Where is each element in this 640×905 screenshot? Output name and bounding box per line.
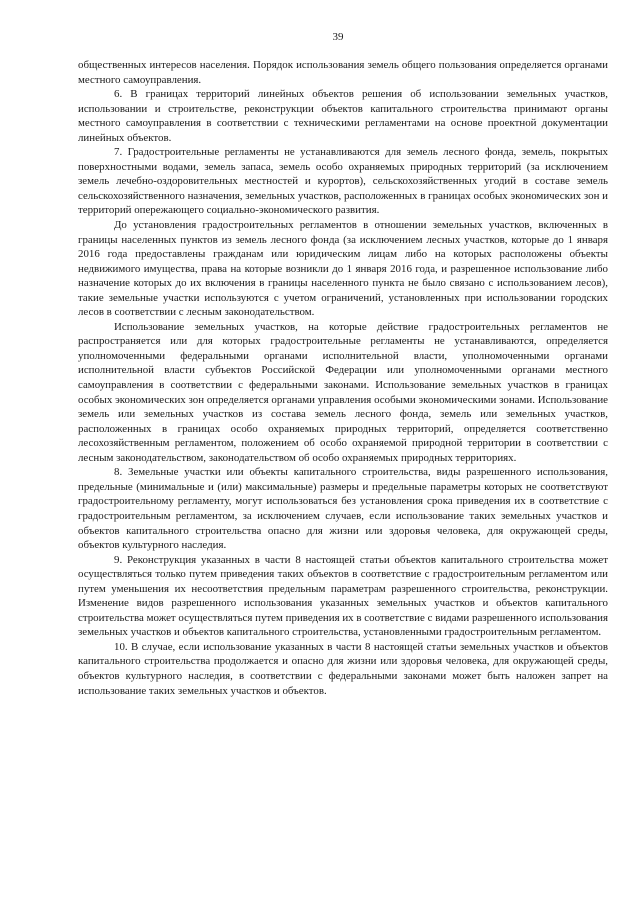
- paragraph-forest-lands: До установления градостроительных регламентов в отношении земельных участков, включенных в границы населенных пунктов из земель лесного фонда (за исключением лесных участков, которые до 1 января 2016 года предоставлены гражданам или юридическим лицам либо на которых расположены объекты недвижимого имущества, права на которые возникли до 1 января 2016 года, и разрешенное использование либо назначение которых до их включения в границы населенного пункта не было связано с использованием лесов), такие земельные участки используются с учетом ограничений, установленных при использовании городских лесов в соответствии с лесным законодательством.: [78, 219, 608, 319]
- paragraph-item-7: 7. Градостроительные регламенты не устанавливаются для земель лесного фонда, земель, покрытых поверхностными водами, земель запаса, земель особо охраняемых природных территорий (за исключением земель лечебно-оздоровительных местностей и курортов), сельскохозяйственных угодий в составе земель сельскохозяйственного назначения, земельных участков, расположенных в границах особых экономических зон и территорий опережающего социально-экономического развития.: [78, 146, 608, 217]
- paragraph-item-6: 6. В границах территорий линейных объектов решения об использовании земельных участков, использовании и строительстве, реконструкции объектов капитального строительства принимают органы местного самоуправления в соответствии с техническими регламентами на основе проектной документации линейных объектов.: [78, 88, 608, 144]
- paragraph-item-8: 8. Земельные участки или объекты капитального строительства, виды разрешенного использования, предельные (минимальные и (или) максимальные) размеры и предельные параметры которых не соответствуют градостроительному регламенту, могут использоваться без установления срока приведения их в соответствие с градостроительным регламентом, за исключением случаев, если использование таких земельных участков и объектов капитального строительства опасно для жизни или здоровья человека, для окружающей среды, объектов культурного наследия.: [78, 466, 608, 552]
- paragraph-land-use: Использование земельных участков, на которые действие градостроительных регламентов не распространяется или для которых градостроительные регламенты не устанавливаются, определяется уполномоченными федеральными органами исполнительной власти, уполномоченными органами исполнительной власти субъектов Российской Федерации или уполномоченными органами местного самоуправления в соответствии с федеральными законами. Использование земельных участков в границах особых экономических зон определяется органами управления особыми экономическими зонами. Использование земель или земельных участков из состава земель лесного фонда, земель или земельных участков, расположенных в границах особо охраняемых природных территорий, определяется соответственно лесохозяйственным регламентом, положением об особо охраняемой природной территории в соответствии с лесным законодательством, законодательством об особо охраняемых природных территориях.: [78, 320, 608, 464]
- page-number: 39: [332, 31, 344, 43]
- paragraph-item-10: 10. В случае, если использование указанных в части 8 настоящей статьи земельных участков и объектов капитального строительства продолжается и опасно для жизни или здоровья человека, для окружающей среды, объектов культурного наследия, в соответствии с федеральными законами может быть наложен запрет на использование таких земельных участков и объектов.: [78, 640, 608, 697]
- paragraph-continuation: общественных интересов населения. Порядок использования земель общего пользования определяется органами местного самоуправления.: [78, 59, 608, 86]
- paragraph-item-9: 9. Реконструкция указанных в части 8 настоящей статьи объектов капитального строительства может осуществляться только путем приведения таких объектов в соответствие с градостроительным регламентом или путем уменьшения их несоответствия предельным параметрам разрешенного строительства, реконструкции. Изменение видов разрешенного использования указанных земельных участков и объектов капитального строительства может осуществляться путем приведения их в соответствие с видами разрешенного использования земельных участков и объектов капитального строительства, установленными градостроительным регламентом.: [78, 553, 608, 639]
